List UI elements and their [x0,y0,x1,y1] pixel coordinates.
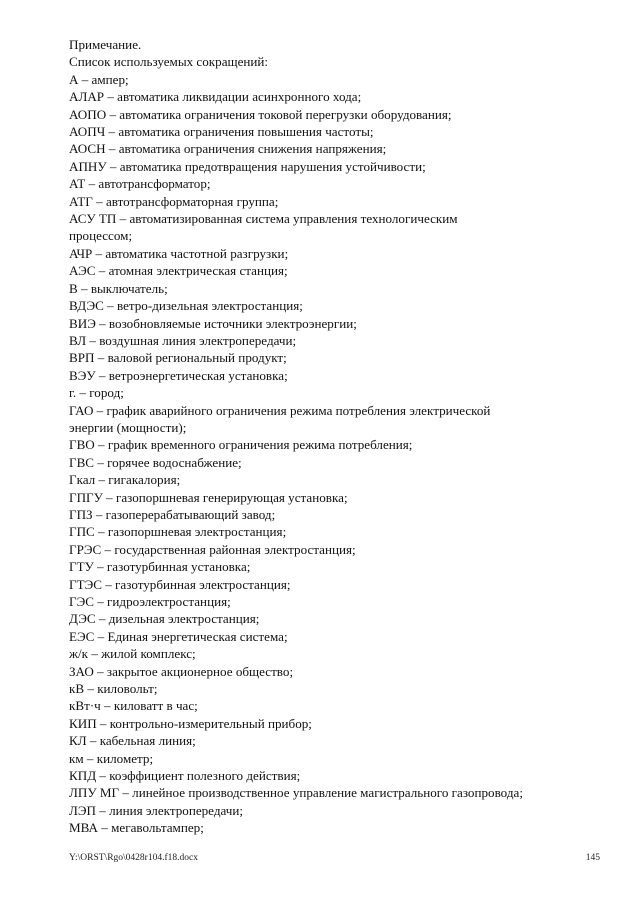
abbreviation-line: ВРП – валовой региональный продукт; [69,350,287,366]
abbreviation-line: АТГ – автотрансформаторная группа; [69,193,279,209]
abbreviation-line: В – выключатель; [69,280,168,296]
abbreviation-line: ВЛ – воздушная линия электропередачи; [69,332,297,348]
abbreviation-line: ГПЗ – газоперерабатывающий завод; [69,506,276,522]
abbreviation-line: ЕЭС – Единая энергетическая система; [69,628,288,644]
abbreviation-line: АСУ ТП – автоматизированная система управления технологическим [69,211,458,227]
note-heading: Примечание. [69,37,142,52]
abbreviation-line: КИП – контрольно-измерительный прибор; [69,715,312,731]
abbreviation-line: ГВС – горячее водоснабжение; [69,454,242,470]
abbreviation-line: ДЭС – дизельная электростанция; [69,611,260,627]
abbreviation-line: ВЭУ – ветроэнергетическая установка; [69,367,288,383]
abbreviation-line: Гкал – гигакалория; [69,472,181,488]
abbreviation-line: АПНУ – автоматика предотвращения нарушения устойчивости; [69,158,426,174]
abbreviation-line: процессом; [69,228,133,244]
abbreviation-line: энергии (мощности); [69,419,187,435]
abbreviation-line: кВт·ч – киловатт в час; [69,698,198,714]
abbreviation-line: ЛЭП – линия электропередачи; [69,802,244,818]
abbreviation-line: КЛ – кабельная линия; [69,733,196,749]
footer-file-path: Y:\ORST\Rgo\0428r104.f18.docx [69,853,198,863]
abbreviation-line: ГПГУ – газопоршневая генерирующая установка; [69,489,348,505]
abbreviation-line: ГТЭС – газотурбинная электростанция; [69,576,291,592]
abbreviation-line: км – километр; [69,750,154,766]
abbreviation-line: ЗАО – закрытое акционерное общество; [69,663,294,679]
abbreviation-line: ГЭС – гидроэлектростанция; [69,594,231,609]
abbreviation-line: АОПО – автоматика ограничения токовой перегрузки оборудования; [69,106,452,122]
abbreviation-line: АТ – автотрансформатор; [69,176,211,192]
abbreviation-line: КПД – коэффициент полезного действия; [69,768,301,784]
abbreviation-line: ж/к – жилой комплекс; [69,646,196,662]
abbreviation-line: кВ – киловольт; [69,681,158,697]
abbreviation-line: А – ампер; [69,71,129,87]
abbreviation-line: ГАО – график аварийного ограничения режима потребления электрической [69,402,491,418]
abbreviation-line: ГПС – газопоршневая электростанция; [69,524,287,540]
abbreviation-line: ГРЭС – государственная районная электростанция; [69,541,356,557]
abbreviation-line: ВДЭС – ветро-дизельная электростанция; [69,298,303,314]
footer-page-number: 145 [585,853,600,863]
abbreviation-line: АОПЧ – автоматика ограничения повышения частоты; [69,124,374,140]
abbreviation-line: МВА – мегавольтампер; [69,820,204,836]
abbreviation-line: ВИЭ – возобновляемые источники электроэнергии; [69,315,357,331]
abbreviation-line: АЛАР – автоматика ликвидации асинхронного хода; [69,89,362,105]
abbreviation-line: ЛПУ МГ – линейное производственное управление магистрального газопровода; [69,785,523,801]
abbreviation-line: ГВО – график временного ограничения режима потребления; [69,437,413,453]
document-body [69,36,609,837]
abbreviation-line: АЭС – атомная электрическая станция; [69,263,288,279]
abbreviation-line: АЧР – автоматика частотной разгрузки; [69,245,289,261]
abbreviation-line: АОСН – автоматика ограничения снижения напряжения; [69,141,387,157]
abbreviation-line: ГТУ – газотурбинная установка; [69,559,251,575]
abbreviations-heading: Список используемых сокращений: [69,54,269,70]
abbreviation-line: г. – город; [69,385,124,401]
